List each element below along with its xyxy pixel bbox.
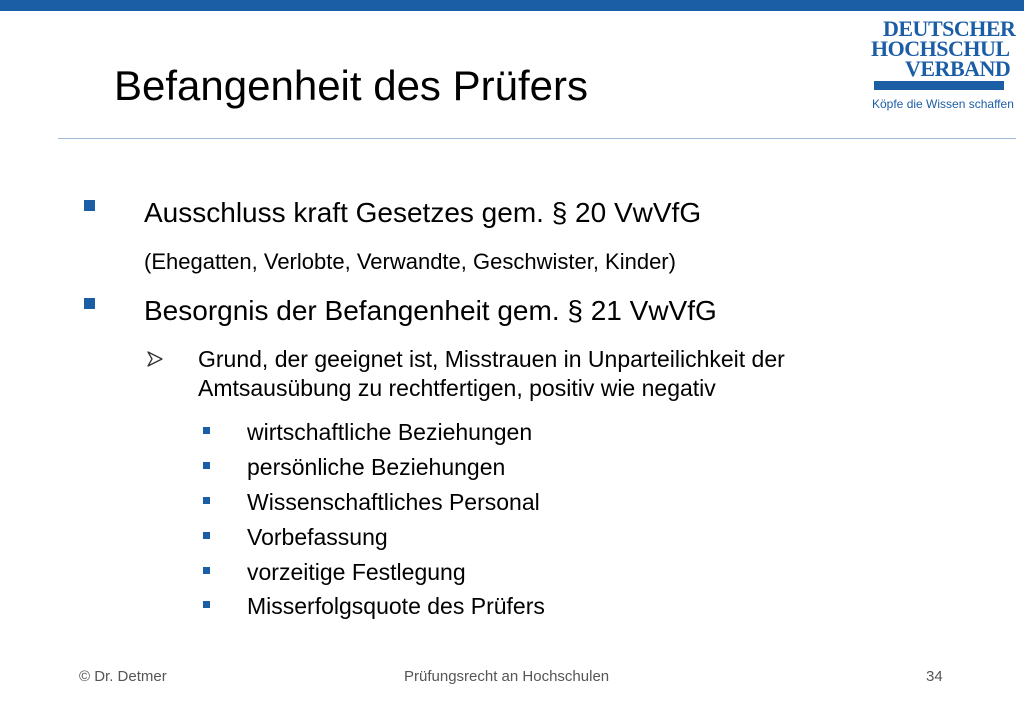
arrow-item-line-1: Grund, der geeignet ist, Misstrauen in Unparteilichkeit der [198, 346, 785, 372]
slide-title: Befangenheit des Prüfers [114, 62, 588, 109]
list-item: Vorbefassung [247, 524, 388, 550]
logo-tagline: Köpfe die Wissen schaffen [872, 97, 1014, 111]
top-accent-bar [0, 0, 1024, 11]
small-bullet-icon [203, 427, 210, 434]
bullet-square-icon [84, 200, 95, 211]
list-item: persönliche Beziehungen [247, 454, 506, 480]
logo-line-3: VERBAND [905, 56, 1011, 81]
title-divider [58, 138, 1016, 139]
arrow-bullet-icon [146, 350, 164, 368]
footer-title: Prüfungsrecht an Hochschulen [404, 668, 610, 685]
page-number: 34 [926, 668, 943, 685]
dhv-logo [871, 16, 1016, 116]
small-bullet-icon [203, 567, 210, 574]
logo-line-2: HOCHSCHUL [871, 36, 1010, 61]
bullet-square-icon [84, 298, 95, 309]
logo-bar [874, 81, 1004, 90]
footer-author: © Dr. Detmer [79, 668, 167, 685]
list-item: wirtschaftliche Beziehungen [247, 419, 533, 445]
list-item: Wissenschaftliches Personal [247, 489, 540, 515]
logo-line-1: DEUTSCHER [883, 16, 1016, 41]
small-bullet-icon [203, 462, 210, 469]
small-bullet-icon [203, 601, 210, 608]
small-bullet-icon [203, 532, 210, 539]
bullet-1-subtext: (Ehegatten, Verlobte, Verwandte, Geschwister, Kinder) [144, 249, 676, 274]
list-item: vorzeitige Festlegung [247, 559, 466, 585]
arrow-item-line-2: Amtsausübung zu rechtfertigen, positiv wie negativ [198, 375, 716, 401]
list-item: Misserfolgsquote des Prüfers [247, 593, 545, 619]
bullet-2-text: Besorgnis der Befangenheit gem. § 21 VwVfG [144, 295, 717, 326]
bullet-1-text: Ausschluss kraft Gesetzes gem. § 20 VwVfG [144, 197, 702, 228]
small-bullet-icon [203, 497, 210, 504]
